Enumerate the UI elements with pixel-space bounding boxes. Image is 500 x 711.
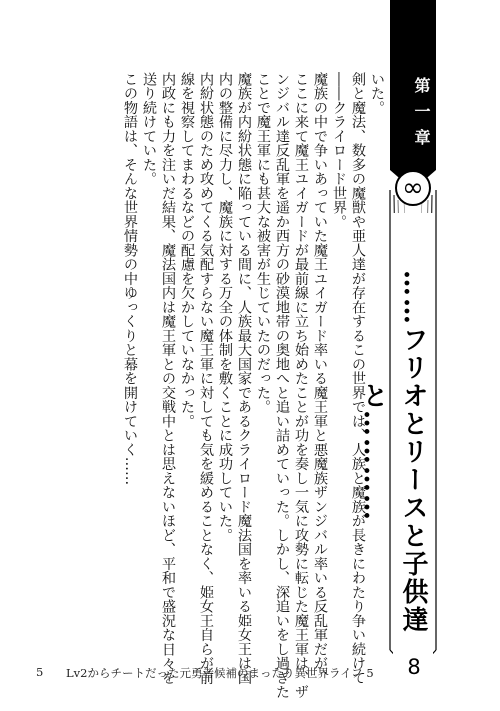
page-number: 5 [36,665,44,679]
body-line: いた。 [369,72,385,115]
body-line: この物語は、そんな世界情勢の中ゆっくりと幕を開けていく…… [122,72,138,486]
body-line: 内の整備に尽力し、魔族に対する万全の体制を敷くことに成功していた。 [217,72,233,543]
infinity-icon: ∞ [402,173,424,203]
ribbon-end-ornament: 8 [407,655,421,679]
body-line: 内政にも力を注いだ結果、魔法国内は魔王軍との交戦中とは思えないほど、平和で盛況な日々を [160,72,176,685]
body-line: ンジバル達反乱軍を遥か西方の砂漠地帯の奥地へと追い詰めていった。しかし、深追いをし過ぎた [274,72,290,699]
body-line: ことで魔王軍にも甚大な被害が生じていたのだった。 [255,72,271,414]
body-line: 魔族が内紛状態に陥っている間に、人族最大国家であるクライロード魔法国を率いる姫女王は国 [236,72,252,685]
page-footer [0,665,500,685]
body-line: 送り続けていた。 [141,72,157,186]
chapter-title: ……フリオとリースと子供達と………… [393,213,433,690]
body-line: 剣と魔法、数多の魔獣や亜人達が存在するこの世界では、人族と魔族が長きにわたり争い続けて [350,72,366,685]
body-line: ――クライロード世界。 [331,72,347,229]
chapter-label: 第一章 [412,77,431,155]
running-title: Lv2からチートだった元勇者候補のまったり異世界ライフ 5 [66,666,374,680]
body-line: ここに来て魔王ユイガードが最前線に立ち始めたことが功を奏し一気に攻勢に転じた魔王軍は、ザ [293,72,309,699]
body-line: 魔族の中で争いあっていた魔王ユイガード率いる魔王軍と悪魔族ザンジバル率いる反乱軍だが、 [312,72,328,685]
body-line: 線を視察してまわるなどの配慮を欠かしていなかった。 [179,72,195,429]
body-line: 内紛状態のため攻めてくる気配すらない魔王軍に対しても気を緩めることなく、姫女王自らが前 [198,72,214,685]
